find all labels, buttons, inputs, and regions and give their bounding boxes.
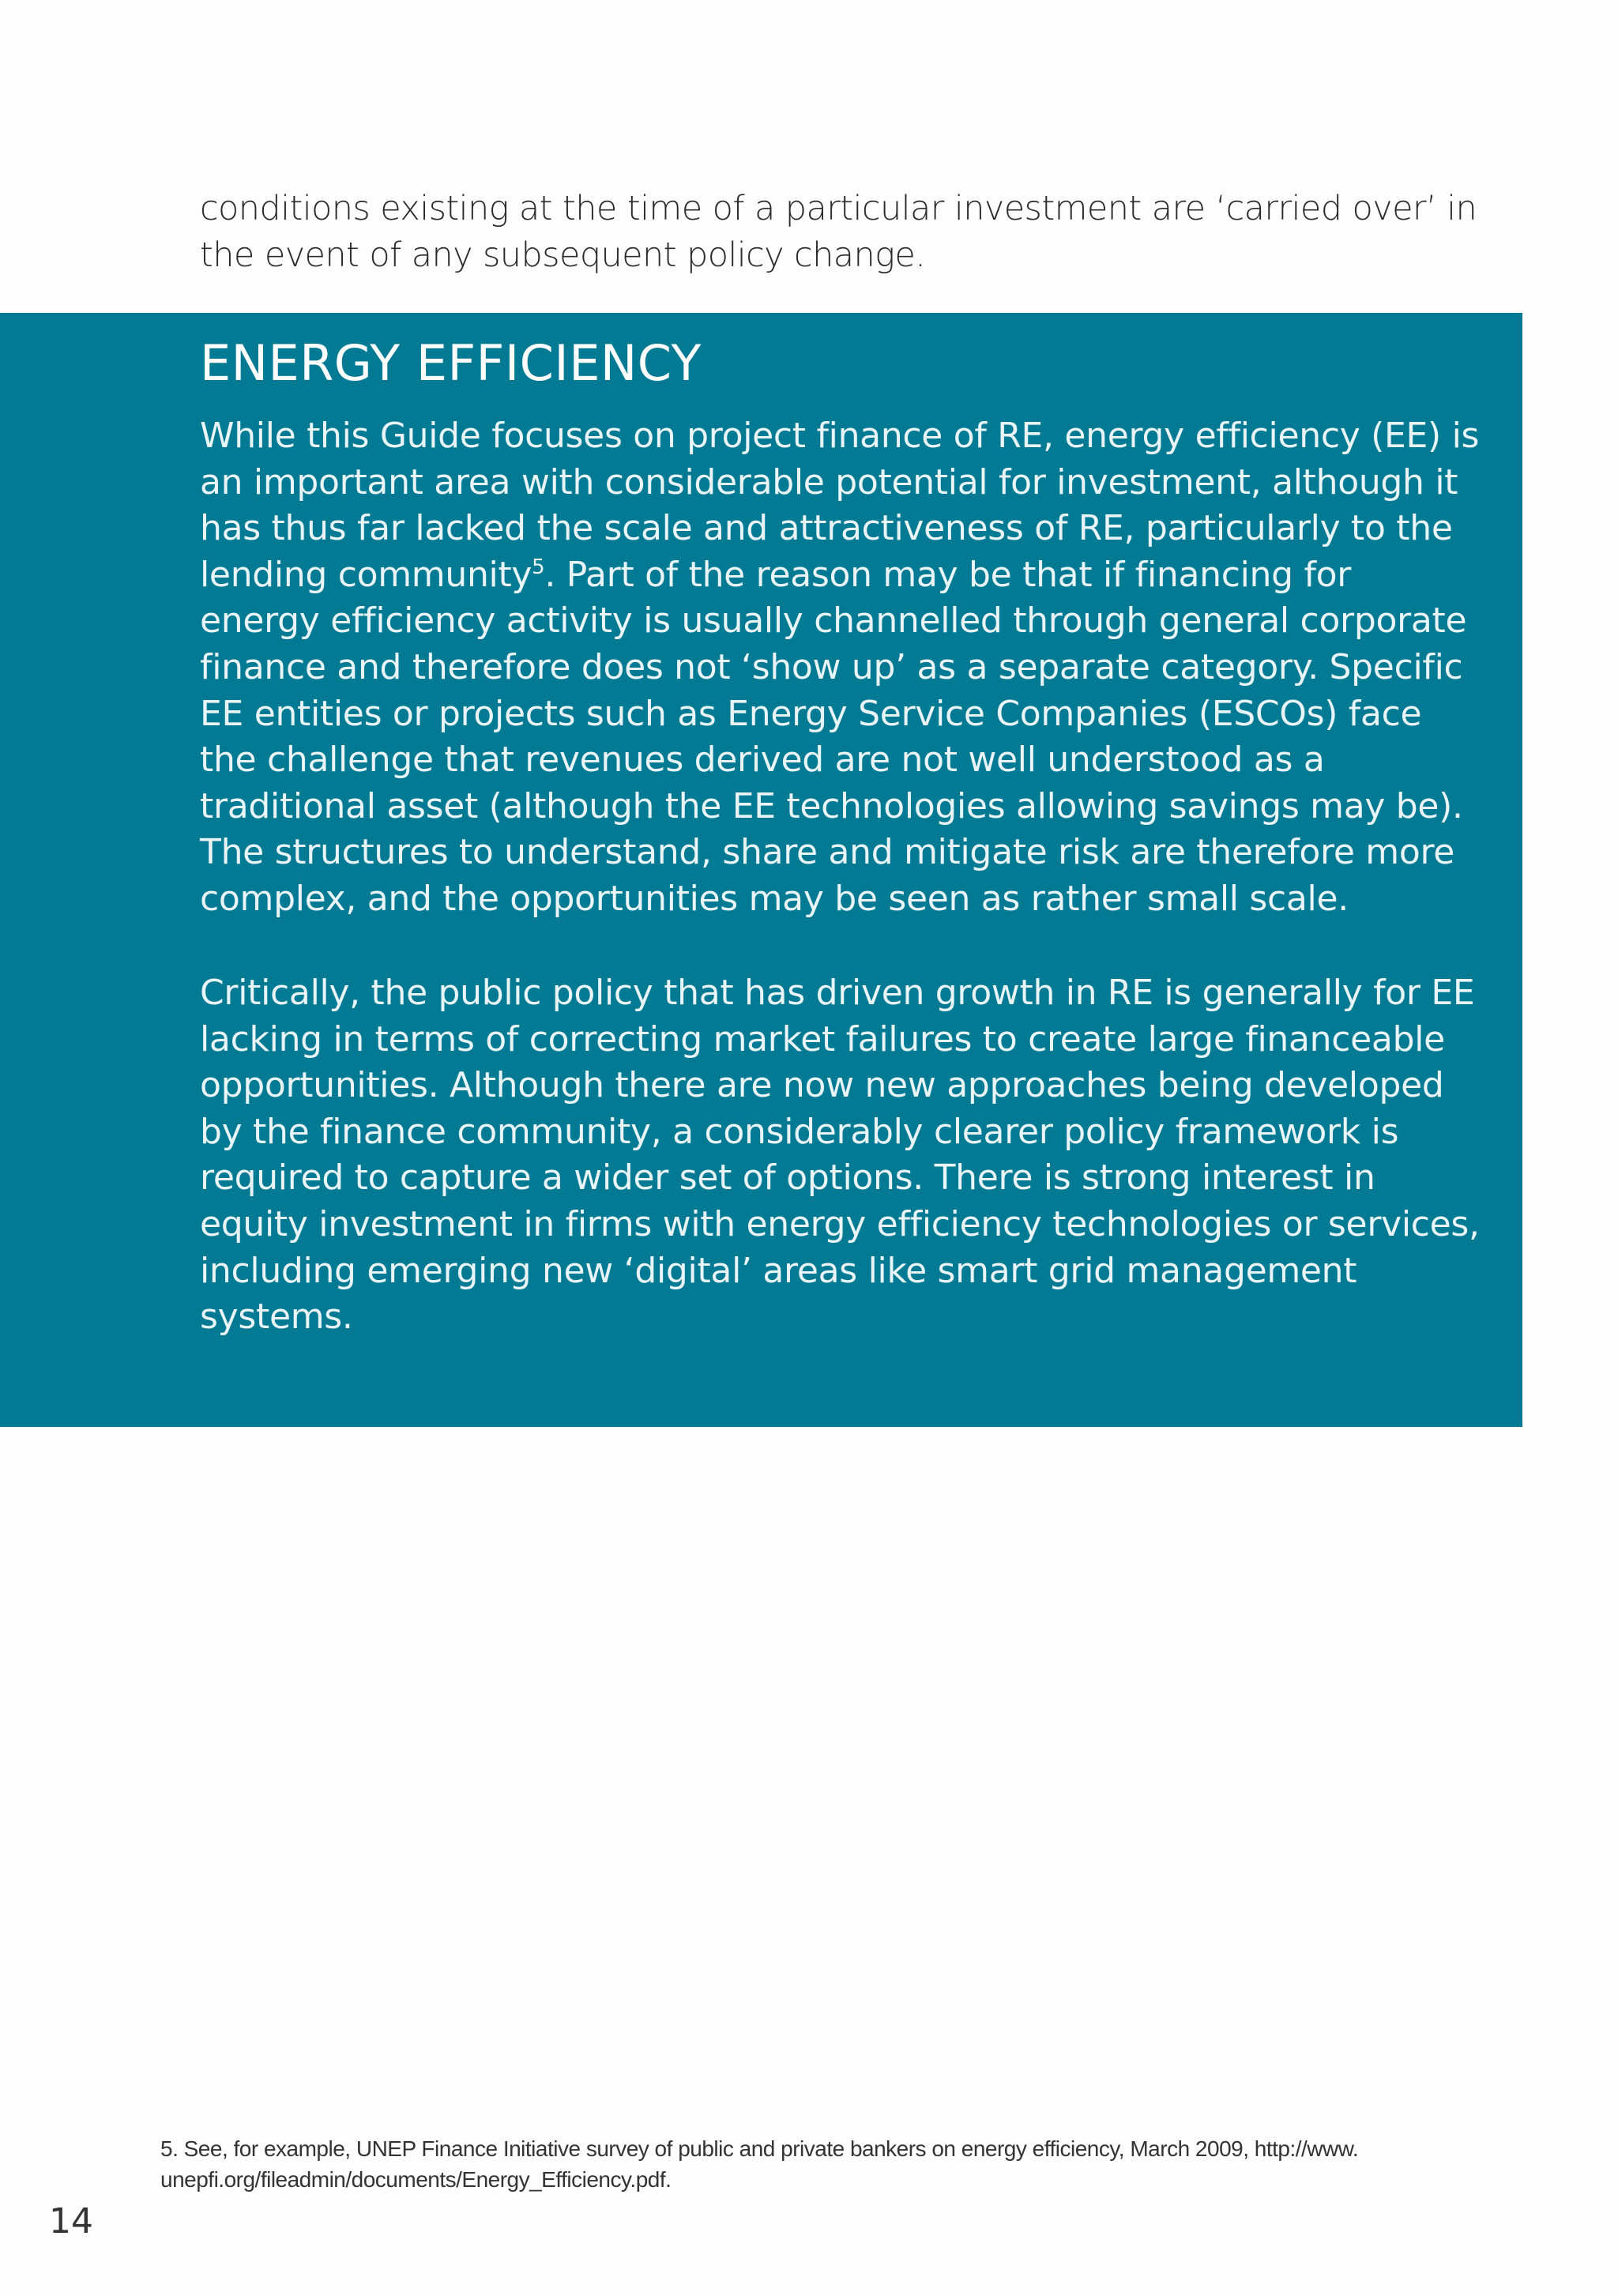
page-number: 14 <box>49 2201 93 2241</box>
footnote: 5. See, for example, UNEP Finance Initiative survey of public and private bankers on energy efficiency, March 2009, http://www. unepfi.org/fileadmin/documents/Energy_Efficiency.pdf. <box>160 2136 1359 2192</box>
footnote-reference: 5 <box>532 555 545 579</box>
intro-paragraph: conditions existing at the time of a particular investment are ‘carried over’ in the event of any subsequent policy change. <box>200 189 1477 275</box>
energy-efficiency-heading: ENERGY EFFICIENCY <box>200 334 702 392</box>
paragraph-1-end: . Part of the reason may be that if financing for energy efficiency activity is usually channelled through general corporate finance and therefore does not ‘show up’ as a separate category. Specific EE entities or projects such as Energy Service Companies (ESCOs) face the challenge that revenues derived are not well understood as a traditional asset (although the EE technologies allowing savings may be). The structures to understand, share and mitigate risk are therefore more complex, and the opportunities may be seen as rather small scale. <box>200 554 1467 919</box>
energy-efficiency-paragraph-2: Critically, the public policy that has driven growth in RE is generally for EE lacking in terms of correcting market failures to create large financeable opportunities. Although there are now new approaches being developed by the finance community, a considerably clearer policy framework is required to capture a wider set of options. There is strong interest in equity investment in firms with energy efficiency technologies or services, including emerging new ‘digital’ areas like smart grid management systems. <box>200 973 1480 1338</box>
energy-efficiency-paragraph-1 <box>200 413 1480 923</box>
paragraph-1-start: While this Guide focuses on project finance of RE, energy efficiency (EE) is an important area with considerable potential for investment, although it has thus far lacked the scale and attractiveness of RE, particularly to the lending community <box>200 416 1480 595</box>
